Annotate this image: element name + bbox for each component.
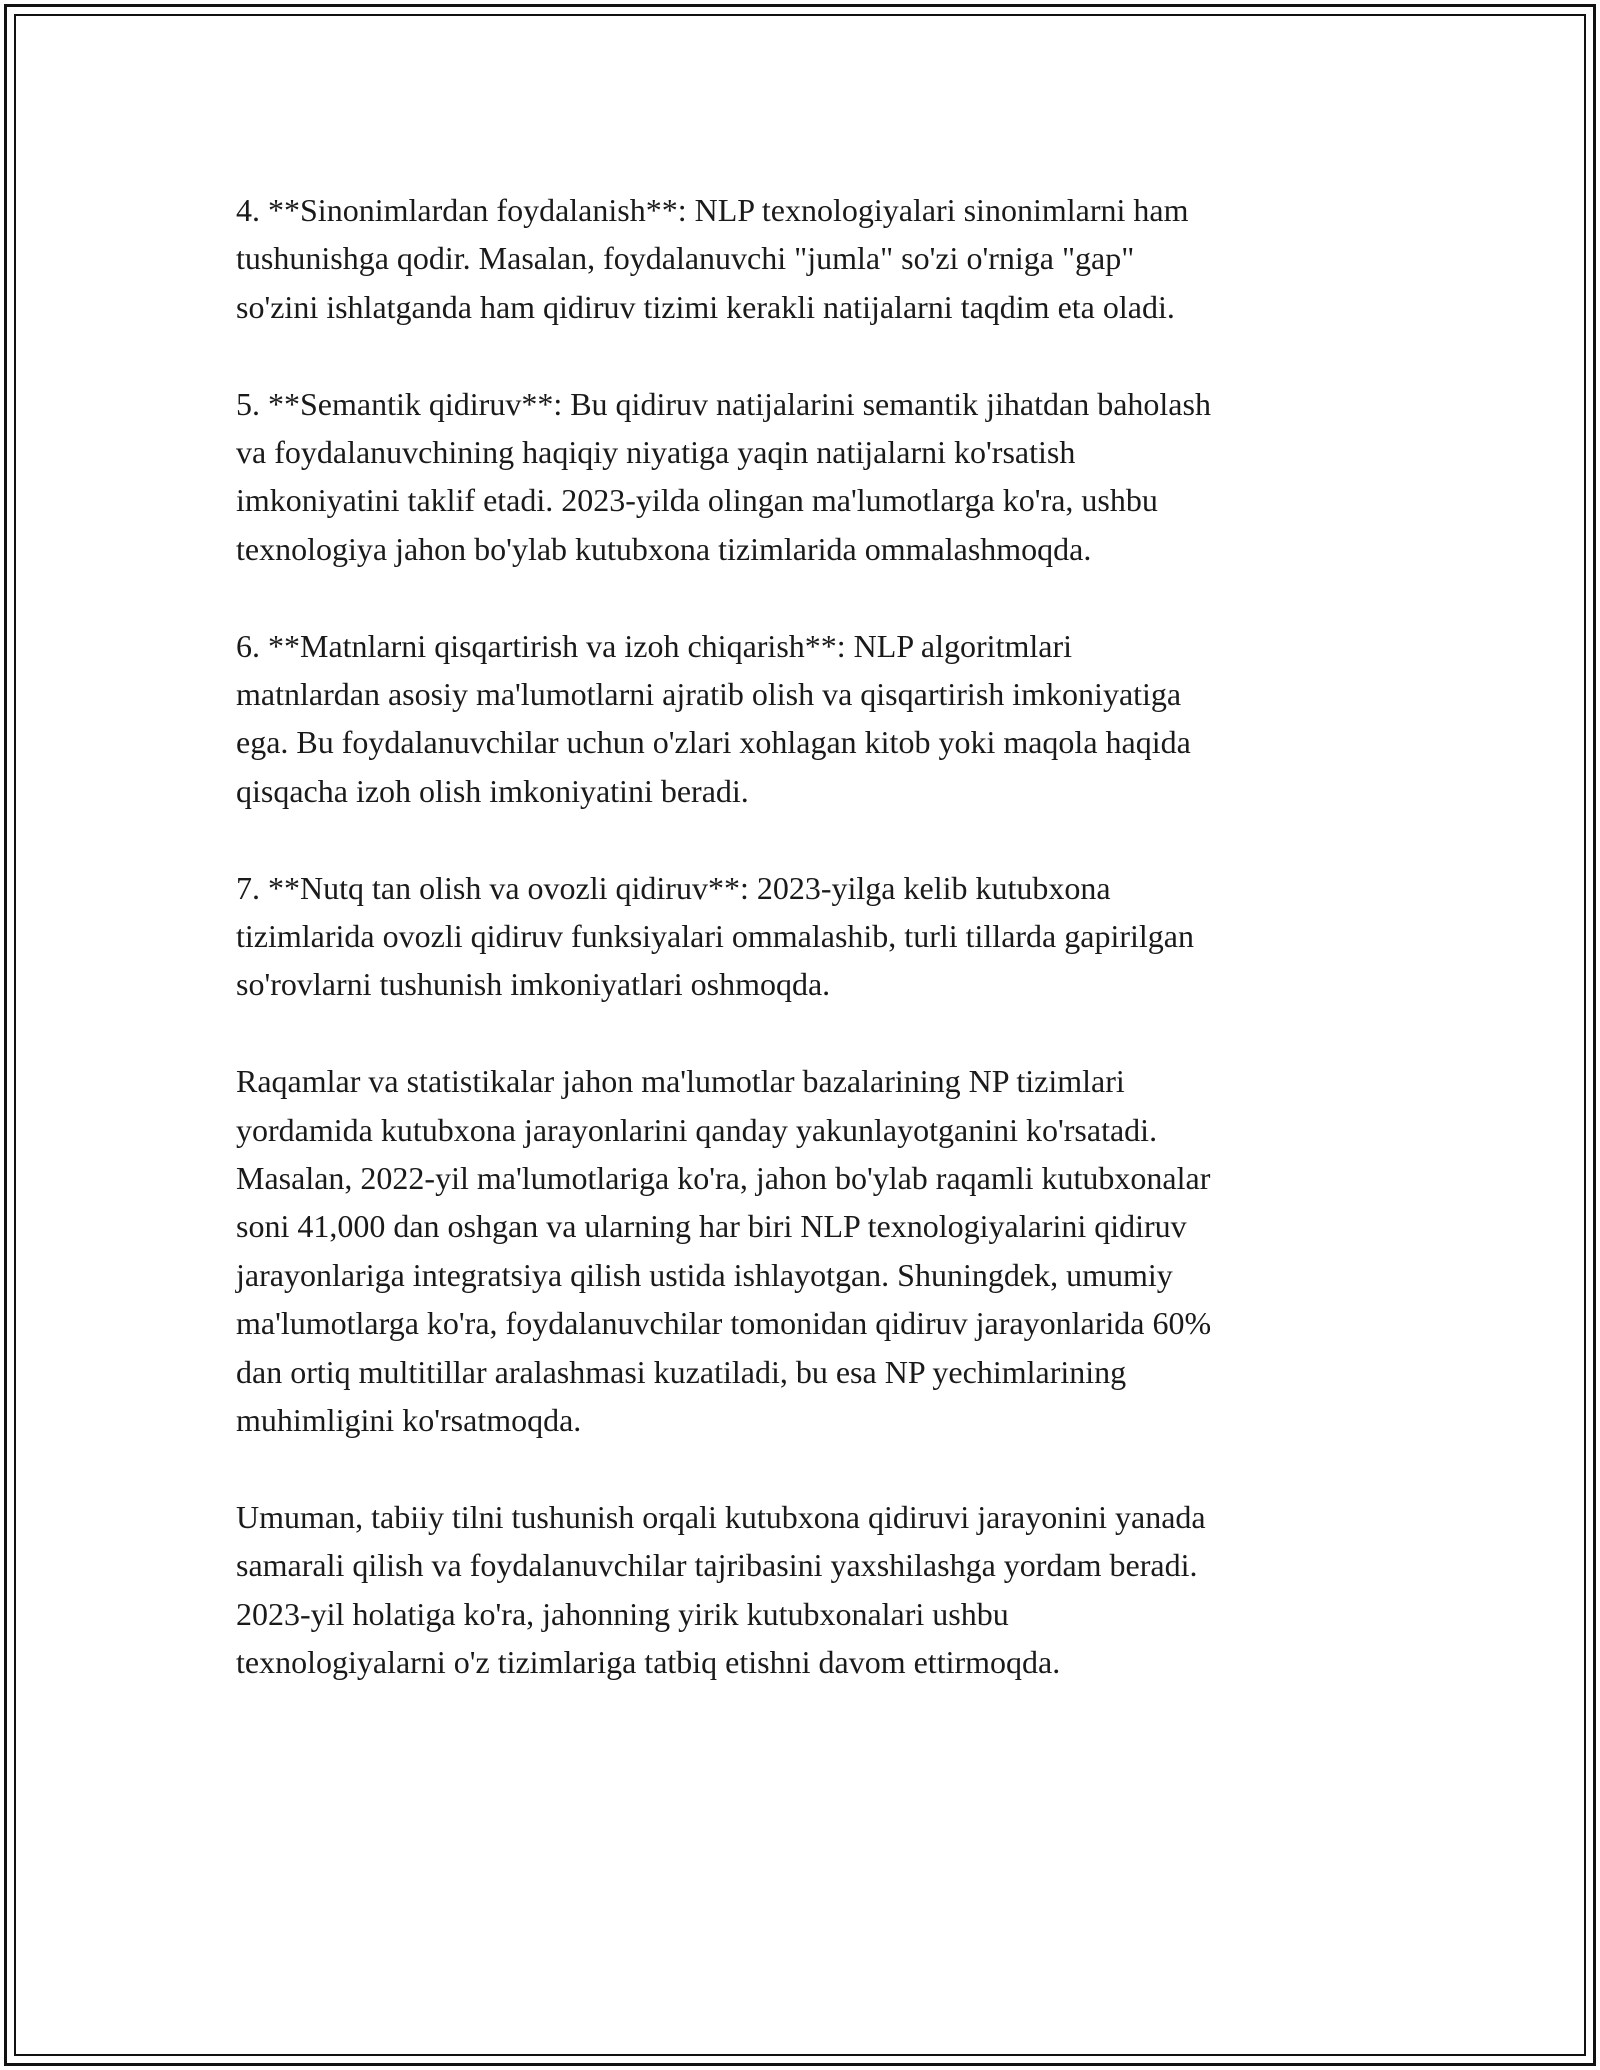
paragraph-conclusion: Umuman, tabiiy tilni tushunish orqali kutubxona qidiruvi jarayonini yanada samarali qilish va foydalanuvchilar tajribasini yaxshilashga yordam beradi. 2023-yil holatiga ko'ra, jahonning yirik kutubxonalari ushbu texnologiyalarni o'z tizimlariga tatbiq etishni davom ettirmoqda. xyxy=(236,1498,1206,1681)
paragraph-semantic-search: 5. **Semantik qidiruv**: Bu qidiruv natijalarini semantik jihatdan baholash va foydalanuvchining haqiqiy niyatiga yaqin natijalarni ko'rsatish imkoniyatini taklif etadi. 2023-yilda olingan ma'lumotlarga ko'ra, ushbu texnologiya jahon bo'ylab kutubxona tizimlarida ommalashmoqda. xyxy=(236,385,1211,567)
paragraph-synonyms: 4. **Sinonimlardan foydalanish**: NLP texnologiyalari sinonimlarni ham tushunishga qodir. Masalan, foydalanuvchi "jumla" so'zi o'rniga "gap" so'zini ishlatganda ham qidiruv tizimi kerakli natijalarni taqdim eta oladi. xyxy=(236,192,1189,325)
paragraph-text-summarization: 6. **Matnlarni qisqartirish va izoh chiqarish**: NLP algoritmlari matnlardan asosiy ma'lumotlarni ajratib olish va qisqartirish imkoniyatiga ega. Bu foydalanuvchilar uchun o'zlari xohlagan kitob yoki maqola haqida qisqacha izoh olish imkoniyatini beradi. xyxy=(236,627,1191,809)
paragraph-statistics: Raqamlar va statistikalar jahon ma'lumotlar bazalarining NP tizimlari yordamida kutubxona jarayonlarini qanday yakunlayotganini ko'rsatadi. Masalan, 2022-yil ma'lumotlariga ko'ra, jahon bo'ylab raqamli kutubxonalar soni 41,000 dan oshgan va ularning har biri NLP texnologiyalarini qidiruv jarayonlariga integratsiya qilish ustida ishlayotgan. Shuningdek, umumiy ma'lumotlarga ko'ra, foydalanuvchilar tomonidan qidiruv jarayonlarida 60% dan ortiq multitillar aralashmasi kuzatiladi, bu esa NP yechimlarining muhimligini ko'rsatmoqda. xyxy=(236,1063,1212,1439)
document-body xyxy=(236,186,1366,1735)
paragraph-voice-search: 7. **Nutq tan olish va ovozli qidiruv**: 2023-yilga kelib kutubxona tizimlarida ovozli qidiruv funksiyalari ommalashib, turli tillarda gapirilgan so'rovlarni tushunish imkoniyatlari oshmoqda. xyxy=(236,869,1194,1003)
